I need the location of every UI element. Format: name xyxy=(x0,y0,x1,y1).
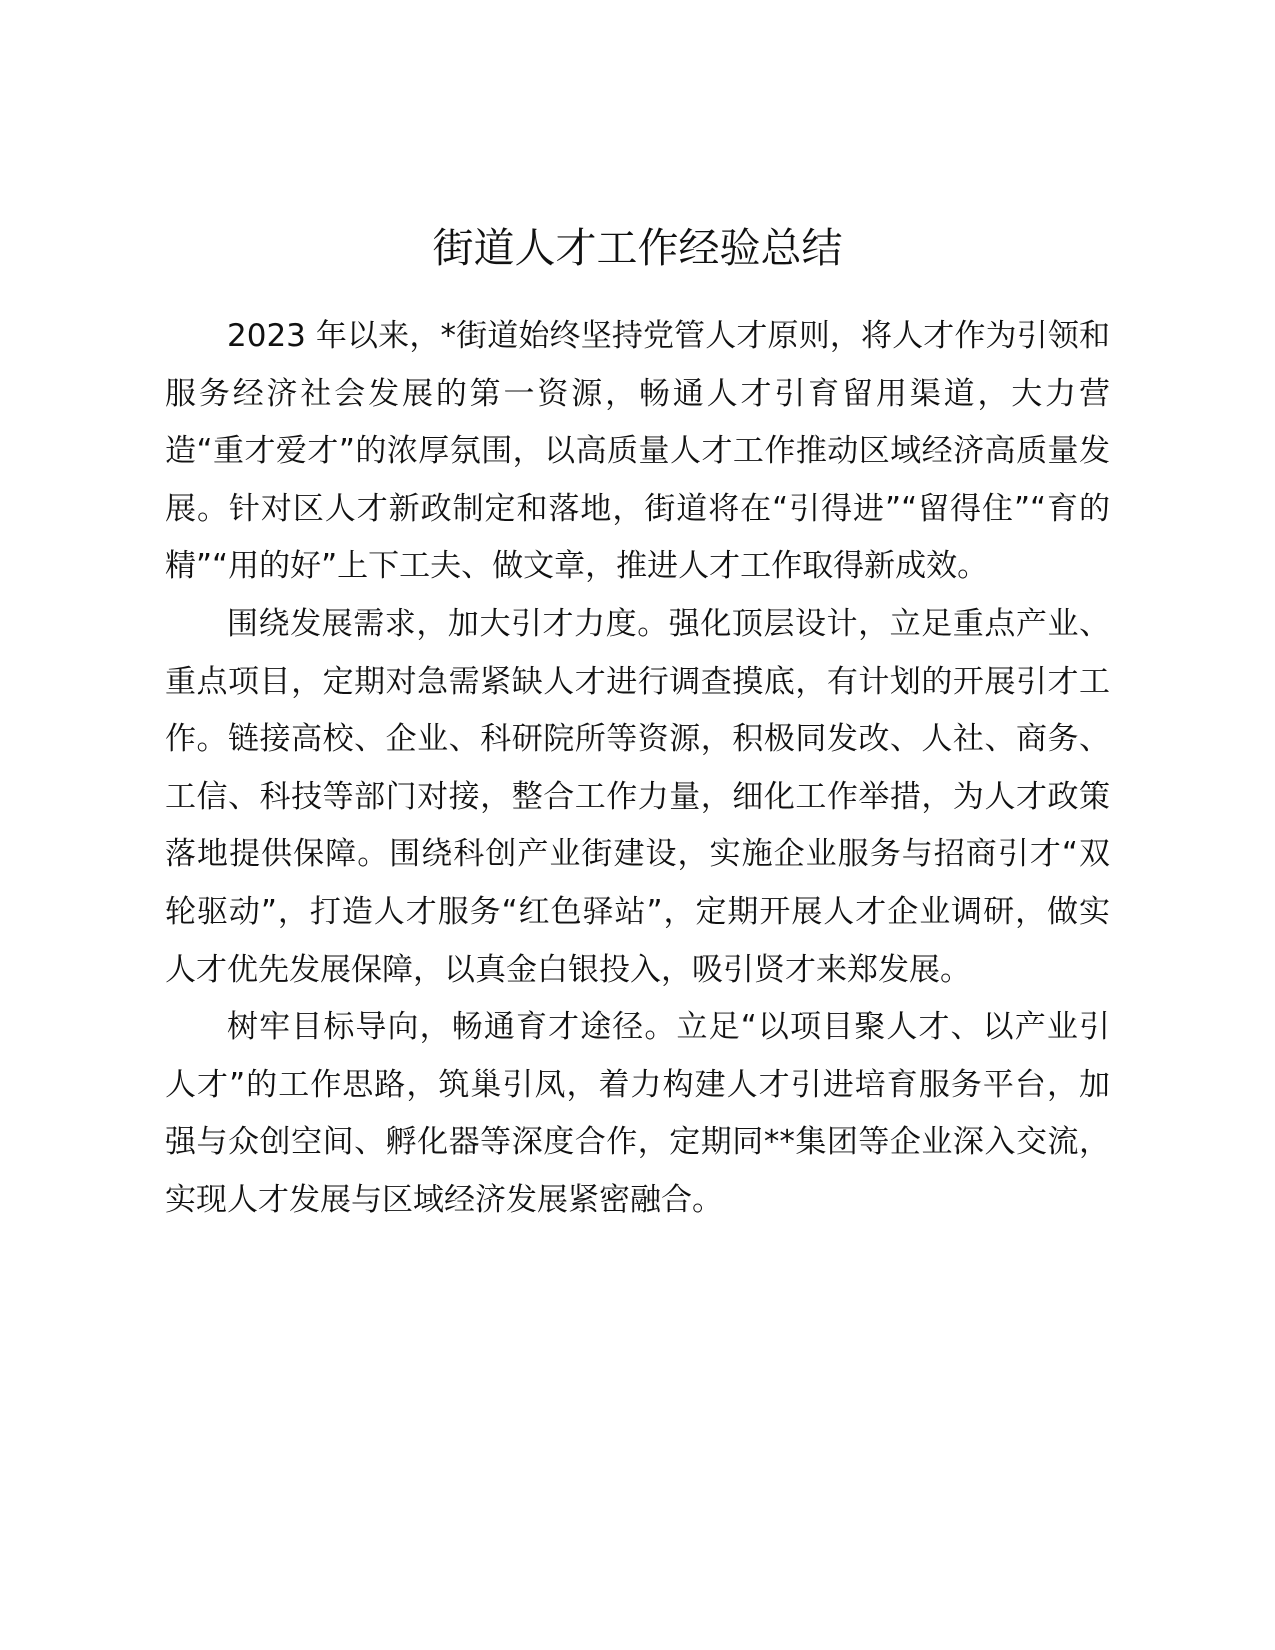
document-body xyxy=(165,308,1110,1230)
paragraph-talent-attraction: 围绕发展需求，加大引才力度。强化顶层设计，立足重点产业、重点项目，定期对急需紧缺人才进行调查摸底，有计划的开展引才工作。链接高校、企业、科研院所等资源，积极同发改、人社、商务、工信、科技等部门对接，整合工作力量，细化工作举措，为人才政策落地提供保障。围绕科创产业街建设，实施企业服务与招商引才“双轮驱动”，打造人才服务“红色驿站”，定期开展人才企业调研，做实人才优先发展保障，以真金白银投入，吸引贤才来郑发展。 xyxy=(165,605,1110,988)
paragraph-talent-cultivation: 树牢目标导向，畅通育才途径。立足“以项目聚人才、以产业引人才”的工作思路，筑巢引凤，着力构建人才引进培育服务平台，加强与众创空间、孵化器等深度合作，定期同**集团等企业深入交流，实现人才发展与区域经济发展紧密融合。 xyxy=(165,1009,1110,1218)
paragraph-intro: 2023 年以来，*街道始终坚持党管人才原则，将人才作为引领和服务经济社会发展的第一资源，畅通人才引育留用渠道，大力营造“重才爱才”的浓厚氛围，以高质量人才工作推动区域经济高质量发展。针对区人才新政制定和落地，街道将在“引得进”“留得住”“育的精”“用的好”上下工夫、做文章，推进人才工作取得新成效。 xyxy=(165,318,1110,585)
document-title: 街道人才工作经验总结 xyxy=(432,224,843,272)
